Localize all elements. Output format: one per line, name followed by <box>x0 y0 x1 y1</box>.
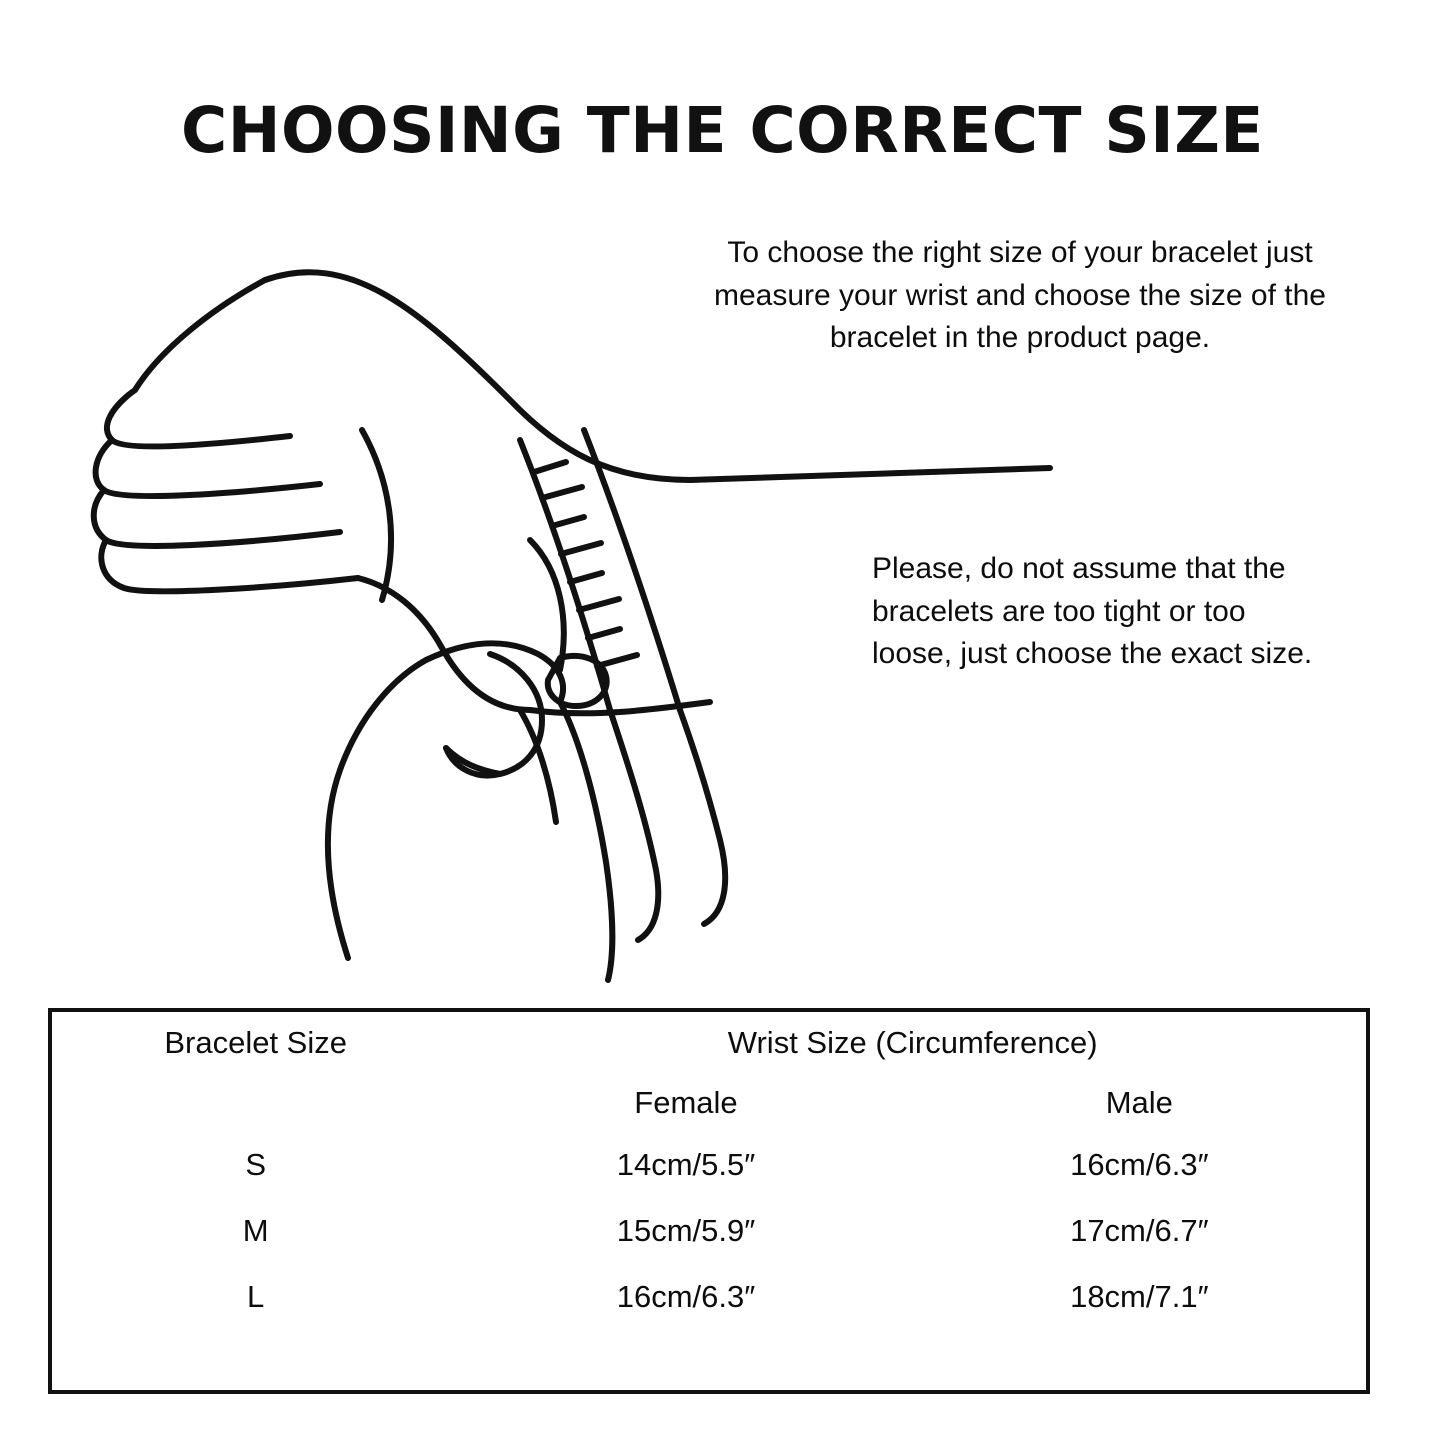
header-female: Female <box>634 1085 738 1120</box>
page-title: CHOOSING THE CORRECT SIZE <box>181 94 1264 167</box>
cell-size-s: S <box>245 1147 266 1182</box>
table-row <box>52 1264 1366 1330</box>
cell-male-m: 17cm/6.7″ <box>1070 1213 1209 1248</box>
table-header-row <box>52 1012 1366 1074</box>
cell-female-s: 14cm/5.5″ <box>616 1147 756 1182</box>
table-row <box>52 1198 1366 1264</box>
header-wrist-size: Wrist Size (Circumference) <box>727 1025 1098 1060</box>
cell-size-m: M <box>242 1213 269 1248</box>
cell-female-m: 15cm/5.9″ <box>616 1213 756 1248</box>
cell-female-l: 16cm/6.3″ <box>616 1279 756 1314</box>
intro-paragraph: To choose the right size of your bracelet just measure your wrist and choose the size of the bracelet in the product page. <box>714 236 1326 355</box>
table-subheader-row <box>52 1074 1366 1132</box>
hand-illustration <box>90 240 1080 1000</box>
header-male: Male <box>1105 1085 1173 1120</box>
cell-male-s: 16cm/6.3″ <box>1070 1147 1209 1182</box>
cell-male-l: 18cm/7.1″ <box>1070 1279 1209 1314</box>
cell-size-l: L <box>247 1279 265 1314</box>
size-table-container <box>48 1008 1370 1394</box>
table-row <box>52 1132 1366 1198</box>
header-spacer <box>52 1074 459 1132</box>
header-bracelet-size: Bracelet Size <box>164 1025 347 1060</box>
size-table <box>52 1012 1366 1330</box>
note-paragraph: Please, do not assume that the bracelets are too tight or too loose, just choose the exact size. <box>872 552 1313 671</box>
